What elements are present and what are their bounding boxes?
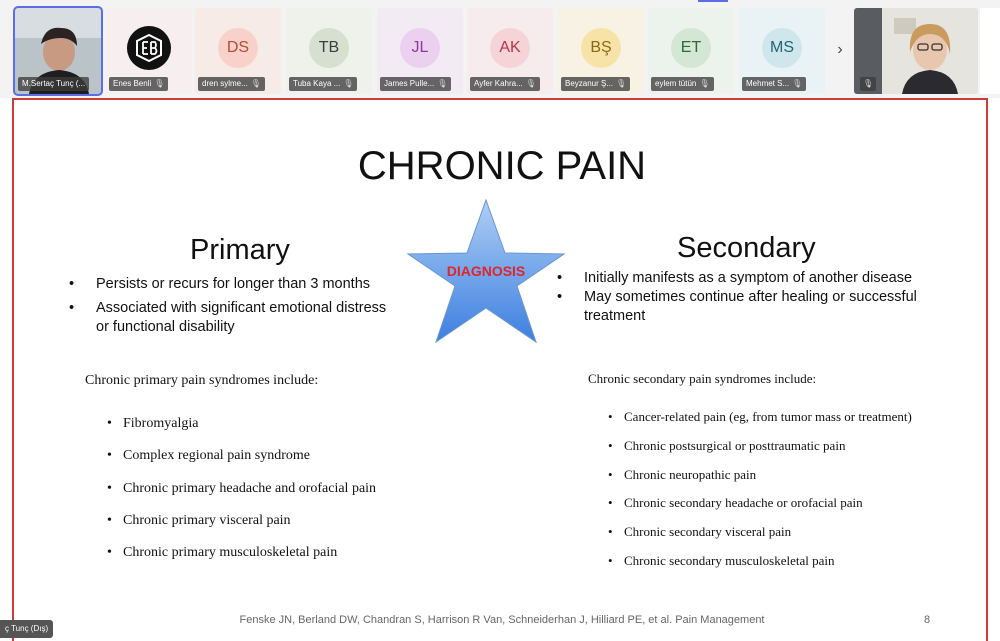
mic-muted-icon: 🎙	[792, 79, 803, 88]
primary-bullets	[69, 275, 399, 342]
primary-bullet: • Persists or recurs for longer than 3 months	[69, 275, 399, 294]
participant-name-bar	[380, 77, 451, 91]
secondary-bullet: • Initially manifests as a symptom of another disease	[557, 269, 957, 288]
self-video-tile[interactable]	[854, 8, 978, 94]
slide-page-number: 8	[924, 614, 931, 626]
participant-name: James Pulle...	[384, 79, 435, 88]
slide-citation: Fenske JN, Berland DW, Chandran S, Harrison R Van, Schneiderhan J, Hilliard PE, et al. Pain Management	[239, 614, 765, 626]
secondary-heading: Secondary	[677, 232, 816, 264]
participant-tile-4[interactable]	[377, 8, 463, 94]
shared-slide	[12, 98, 988, 641]
secondary-syndromes-list	[608, 403, 912, 576]
secondary-syndrome-item: • Chronic postsurgical or posttraumatic pain	[608, 432, 912, 461]
primary-syndrome-item: • Chronic primary visceral pain	[107, 505, 376, 537]
mic-muted-icon: 🎙	[250, 79, 261, 88]
mic-muted-icon: 🎙	[863, 79, 874, 88]
participant-name: Beyzanur Ş...	[565, 79, 614, 88]
primary-syndrome-item: • Fibromyalgia	[107, 408, 376, 440]
mic-muted-icon: 🎙	[154, 79, 165, 88]
participant-name-bar	[289, 77, 357, 91]
secondary-bullets	[557, 269, 957, 331]
self-name-label: ç Tunç (Dış)	[0, 620, 53, 638]
participant-avatar: ET	[671, 28, 711, 68]
participant-tile-0[interactable]	[15, 8, 101, 94]
diagnosis-label: DIAGNOSIS	[446, 263, 526, 279]
primary-heading: Primary	[190, 234, 290, 266]
participant-avatar: MS	[762, 28, 802, 68]
primary-syndromes-intro: Chronic primary pain syndromes include:	[85, 373, 319, 388]
participant-name-bar	[198, 77, 265, 91]
participant-name: eylem tütün	[655, 79, 697, 88]
participant-logo-icon	[127, 26, 171, 70]
mic-muted-icon: 🎙	[343, 79, 354, 88]
participant-avatar: AK	[490, 28, 530, 68]
secondary-syndrome-item: • Chronic secondary headache or orofacial pain	[608, 489, 912, 518]
mic-muted-icon: 🎙	[699, 79, 710, 88]
participant-name-bar	[109, 77, 168, 91]
secondary-bullet: • May sometimes continue after healing or successful treatment	[557, 288, 957, 326]
mic-muted-icon: 🎙	[616, 79, 627, 88]
primary-syndromes-list	[107, 408, 376, 569]
strip-page-indicator	[698, 0, 728, 2]
participant-tile-5[interactable]	[467, 8, 553, 94]
participant-tile-8[interactable]	[739, 8, 825, 94]
mic-muted-icon: 🎙	[525, 79, 536, 88]
primary-syndrome-item: • Chronic primary headache and orofacial pain	[107, 473, 376, 505]
participant-strip	[0, 0, 1000, 98]
participant-name-bar	[18, 77, 89, 91]
participant-name: Tuba Kaya ...	[293, 79, 341, 88]
participant-name-bar	[651, 77, 714, 91]
slide-title: CHRONIC PAIN	[357, 144, 647, 188]
primary-bullet: • Associated with significant emotional distress or functional disability	[69, 299, 399, 337]
participant-name-bar	[470, 77, 540, 91]
participant-avatar: DS	[218, 28, 258, 68]
self-mic-bar	[860, 77, 876, 91]
participant-tile-6[interactable]	[558, 8, 644, 94]
primary-syndrome-item: • Complex regional pain syndrome	[107, 440, 376, 472]
participant-avatar: BŞ	[581, 28, 621, 68]
participant-name: dren sylme...	[202, 79, 248, 88]
secondary-syndrome-item: • Chronic secondary musculoskeletal pain	[608, 547, 912, 576]
strip-edge	[980, 8, 1000, 94]
participant-avatar: JL	[400, 28, 440, 68]
chevron-right-icon[interactable]: ›	[837, 41, 843, 58]
secondary-syndrome-item: • Cancer-related pain (eg, from tumor mass or treatment)	[608, 403, 912, 432]
secondary-syndromes-intro: Chronic secondary pain syndromes include:	[588, 371, 817, 386]
participant-name: Ayfer Kahra...	[474, 79, 523, 88]
secondary-syndrome-item: • Chronic secondary visceral pain	[608, 518, 912, 547]
participant-name-bar	[561, 77, 630, 91]
participant-avatar: TB	[309, 28, 349, 68]
participant-tile-2[interactable]	[195, 8, 281, 94]
participant-name-bar	[742, 77, 806, 91]
participant-tile-1[interactable]	[106, 8, 192, 94]
participant-name: Mehmet S...	[746, 79, 790, 88]
mic-muted-icon: 🎙	[437, 79, 448, 88]
participant-tile-7[interactable]	[648, 8, 734, 94]
participant-name: M.Sertaç Tunç (...	[22, 79, 86, 88]
participant-name: Enes Benli	[113, 79, 152, 88]
primary-syndrome-item: • Chronic primary musculoskeletal pain	[107, 537, 376, 569]
secondary-syndrome-item: • Chronic neuropathic pain	[608, 461, 912, 490]
participant-tile-3[interactable]	[286, 8, 372, 94]
